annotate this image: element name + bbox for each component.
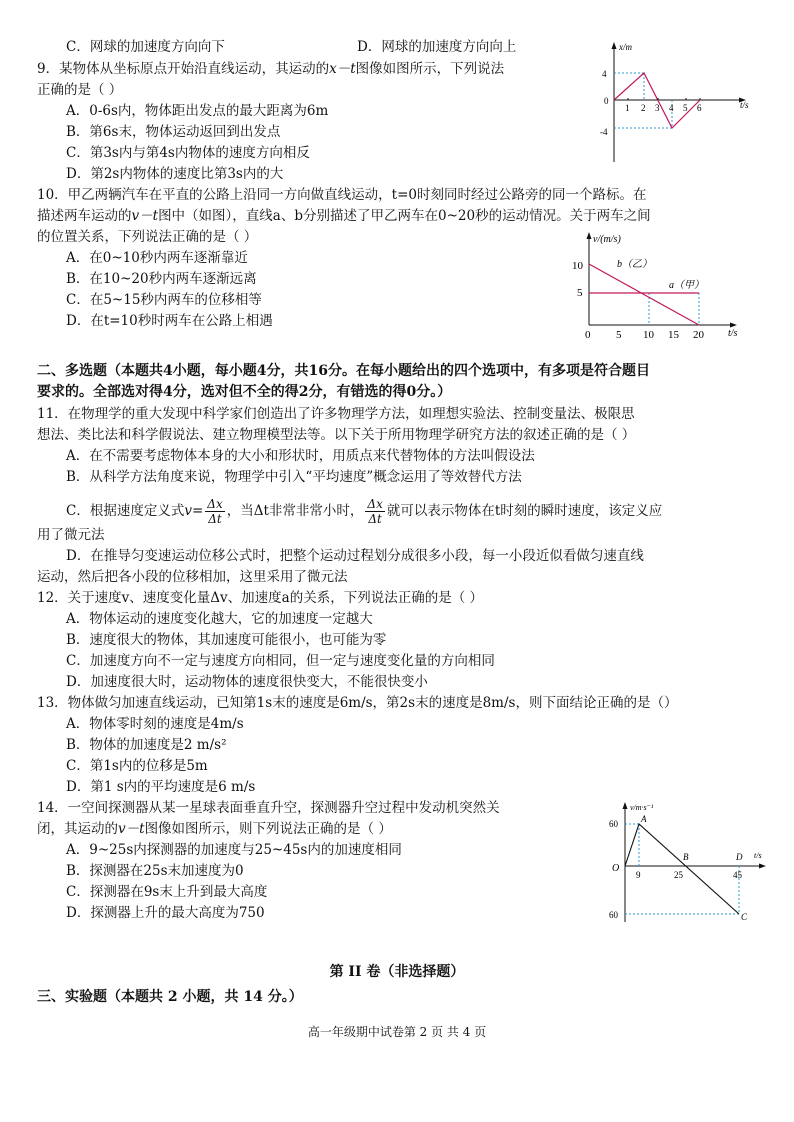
q10-x-tick-0: 0	[585, 329, 591, 341]
q9-option-d: D．第2s内物体的速度比第3s内的大	[66, 166, 284, 182]
page-footer: 高一年级期中试卷第 2 页 共 4 页	[307, 1025, 487, 1039]
q14-stem-line1: 14．一空间探测器从某一星球表面垂直升空，探测器升空过程中发动机突然关	[37, 800, 500, 816]
q10-y-tick-5: 5	[577, 287, 583, 299]
q10-stem-text: 描述两车运动的	[37, 208, 132, 224]
q12-option-a: A．物体运动的速度变化越大，它的加速度一定越大	[66, 611, 373, 627]
q9-xt-graph	[592, 38, 772, 166]
q10-label-a: a（甲）	[669, 280, 704, 291]
q14-stem-line2	[37, 819, 392, 839]
q14-x-tick-9: 9	[636, 870, 641, 880]
q10-line-b	[589, 264, 699, 325]
q9-option-c: C．第3s内与第4s内物体的速度方向相反	[66, 145, 310, 161]
q14-option-a: A．9~25s内探测器的加速度与25~45s内的加速度相同	[66, 842, 402, 858]
q9-x-tick-2: 2	[641, 103, 646, 113]
q9-stem-text-end: 图像如图所示，下列说法	[355, 61, 505, 77]
q12-option-b: B．速度很大的物体，其加速度可能很小，也可能为零	[66, 632, 387, 648]
q10-label-b: b（乙）	[617, 259, 652, 270]
q11-option-a: A．在不需要考虑物体本身的大小和形状时，用质点来代替物体的方法叫假设法	[66, 448, 535, 464]
q10-x-tick-10: 10	[643, 329, 654, 341]
q14-point-c: C	[741, 912, 748, 922]
q9-x-tick-3: 3	[655, 103, 660, 113]
q10-option-d: D．在t=10秒时两车在公路上相遇	[66, 313, 273, 329]
q14-y-tick-top: 60	[609, 819, 618, 829]
q13-stem: 13．物体做匀加速直线运动，已知第1s末的速度是6m/s，第2s末的速度是8m/s，则下面结论正确的是（）	[37, 695, 678, 711]
q14-x-tick-45: 45	[733, 870, 742, 880]
q13-option-c: C．第1s内的位移是5m	[66, 758, 208, 774]
q14-x-tick-25: 25	[674, 870, 683, 880]
q10-stem-line3: 的位置关系，下列说法正确的是（ ）	[37, 229, 258, 245]
q10-y-tick-10: 10	[572, 260, 583, 272]
q10-x-label: t/s	[728, 328, 738, 339]
q11-option-c-text: C．根据速度定义式	[66, 503, 185, 519]
q9-option-a: A．0-6s内，物体距出发点的最大距离为6m	[66, 103, 329, 119]
q10-option-b: B．在10~20秒内两车逐渐远离	[66, 271, 257, 287]
q9-x-tick-5: 5	[683, 103, 688, 113]
q14-option-c: C．探测器在9s末上升到最大高度	[66, 884, 268, 900]
q13-option-b: B．物体的加速度是2 m/s²	[66, 737, 227, 753]
q14-vt-line	[625, 824, 739, 914]
q9-y-tick-pos: 4	[602, 69, 607, 79]
q13-option-a: A．物体零时刻的速度是4m/s	[66, 716, 244, 732]
q10-x-axis-arrow	[730, 323, 737, 328]
q10-x-tick-20: 20	[693, 329, 704, 341]
q11-option-d-line1: D．在推导匀变速运动位移公式时，把整个运动过程划分成很多小段，每一小段近似看做匀速直线	[66, 548, 644, 564]
q14-y-tick-bottom: 60	[609, 910, 618, 920]
q11-stem-line1: 11．在物理学的重大发现中科学家们创造出了许多物理学方法，如理想实验法、控制变量法、极限思	[37, 406, 635, 422]
q14-y-axis-arrow	[623, 802, 628, 809]
q11-option-d-line2: 运动，然后把各小段的位移相加，这里采用了微元法	[37, 569, 348, 585]
q11-fraction-2-denominator: Δt	[368, 512, 382, 526]
q9-stem-variable: x－t	[329, 61, 356, 77]
q11-formula-equals: =	[191, 503, 204, 519]
volume2-heading: 第 II 卷（非选择题）	[329, 964, 465, 980]
q10-stem-variable: v－t	[131, 208, 159, 224]
q9-y-label: x/m	[619, 42, 632, 52]
q14-option-b: B．探测器在25s末加速度为0	[66, 863, 244, 879]
section2-heading-line1: 二、多选题（本题共4小题，每小题4分，共16分。在每小题给出的四个选项中，有多项是符合题目	[37, 363, 650, 379]
q10-stem-text-end: 图中（如图），直线a、b分别描述了甲乙两车在0~20秒的运动情况。关于两车之间	[158, 208, 651, 224]
q10-vt-graph	[565, 230, 755, 342]
q11-fraction-2-numerator: Δx	[367, 497, 383, 511]
q8-option-c: C．网球的加速度方向向下	[66, 39, 225, 55]
q11-option-c-continued: 用了微元法	[37, 527, 105, 543]
q10-y-axis-arrow	[587, 232, 592, 239]
q11-formula-v: v	[184, 503, 192, 519]
q11-option-b: B．从科学方法角度来说，物理学中引入“平均速度”概念运用了等效替代方法	[66, 469, 522, 485]
q9-x-tick-6: 6	[697, 103, 702, 113]
q10-x-tick-5: 5	[616, 329, 622, 341]
q9-stem-line2: 正确的是（ ）	[37, 82, 123, 98]
q8-option-d: D．网球的加速度方向向上	[357, 39, 517, 55]
q14-stem-text: 闭，其运动的	[37, 821, 118, 837]
q11-option-c-text2: ，当Δt非常非常小时，	[226, 503, 364, 519]
q13-option-d: D．第1 s内的平均速度是6 m/s	[66, 779, 256, 795]
section3-heading: 三、实验题（本题共 2 小题，共 14 分。）	[37, 989, 303, 1005]
q10-option-c: C．在5~15秒内两车的位移相等	[66, 292, 262, 308]
q9-y-tick-neg: -4	[600, 127, 608, 137]
q9-x-label: t/s	[740, 100, 749, 110]
q14-vt-graph	[602, 800, 777, 925]
q10-stem-line2	[37, 206, 651, 226]
q14-point-d: D	[736, 852, 743, 862]
q14-x-label: t/s	[754, 851, 762, 860]
q14-option-d: D．探测器上升的最大高度为750	[66, 905, 265, 921]
q14-x-axis-arrow	[759, 864, 766, 869]
q11-option-c	[66, 494, 662, 528]
q9-y-axis-arrow	[612, 42, 617, 49]
q11-option-c-text3: 就可以表示物体在t时刻的瞬时速度，该定义应	[386, 503, 663, 519]
q9-stem-text: 9．某物体从坐标原点开始沿直线运动，其运动的	[37, 61, 330, 77]
q10-stem-line1: 10．甲乙两辆汽车在平直的公路上沿同一方向做直线运动，t=0时刻同时经过公路旁的同一个路标。在	[37, 187, 647, 203]
q14-y-label: v/m·s⁻¹	[630, 803, 654, 812]
q11-fraction-2	[365, 497, 384, 526]
q9-y-tick-zero: 0	[604, 96, 609, 106]
q10-option-a: A．在0~10秒内两车逐渐靠近	[66, 250, 248, 266]
q11-formula-denominator: Δt	[208, 512, 222, 526]
q14-point-b: B	[683, 852, 689, 862]
q12-option-c: C．加速度方向不一定与速度方向相同，但一定与速度变化量的方向相同	[66, 653, 495, 669]
section2-heading-line2: 要求的。全部选对得4分，选对但不全的得2分，有错选的得0分。）	[37, 384, 452, 400]
q14-stem-text-end: 图像如图所示，则下列说法正确的是（ ）	[144, 821, 392, 837]
q9-x-tick-1: 1	[625, 103, 630, 113]
q11-formula-fraction	[205, 497, 224, 526]
q11-stem-line2: 想法、类比法和科学假说法、建立物理模型法等。以下关于所用物理学研究方法的叙述正确的是（ ）	[37, 427, 636, 443]
q9-stem-line1	[37, 59, 504, 79]
q10-x-tick-15: 15	[668, 329, 679, 341]
q11-formula-numerator: Δx	[207, 497, 223, 511]
q10-y-label: v/(m/s)	[593, 234, 621, 245]
q9-x-tick-4: 4	[669, 103, 674, 113]
q12-stem: 12．关于速度v、速度变化量Δv、加速度a的关系，下列说法正确的是（ ）	[37, 590, 484, 606]
q14-stem-variable: v－t	[118, 821, 145, 837]
q9-option-b: B．第6s末，物体运动返回到出发点	[66, 124, 281, 140]
q14-origin-label: O	[612, 863, 620, 874]
q12-option-d: D．加速度很大时，运动物体的速度很快变大，不能很快变小	[66, 674, 428, 690]
q14-point-a: A	[641, 814, 647, 824]
